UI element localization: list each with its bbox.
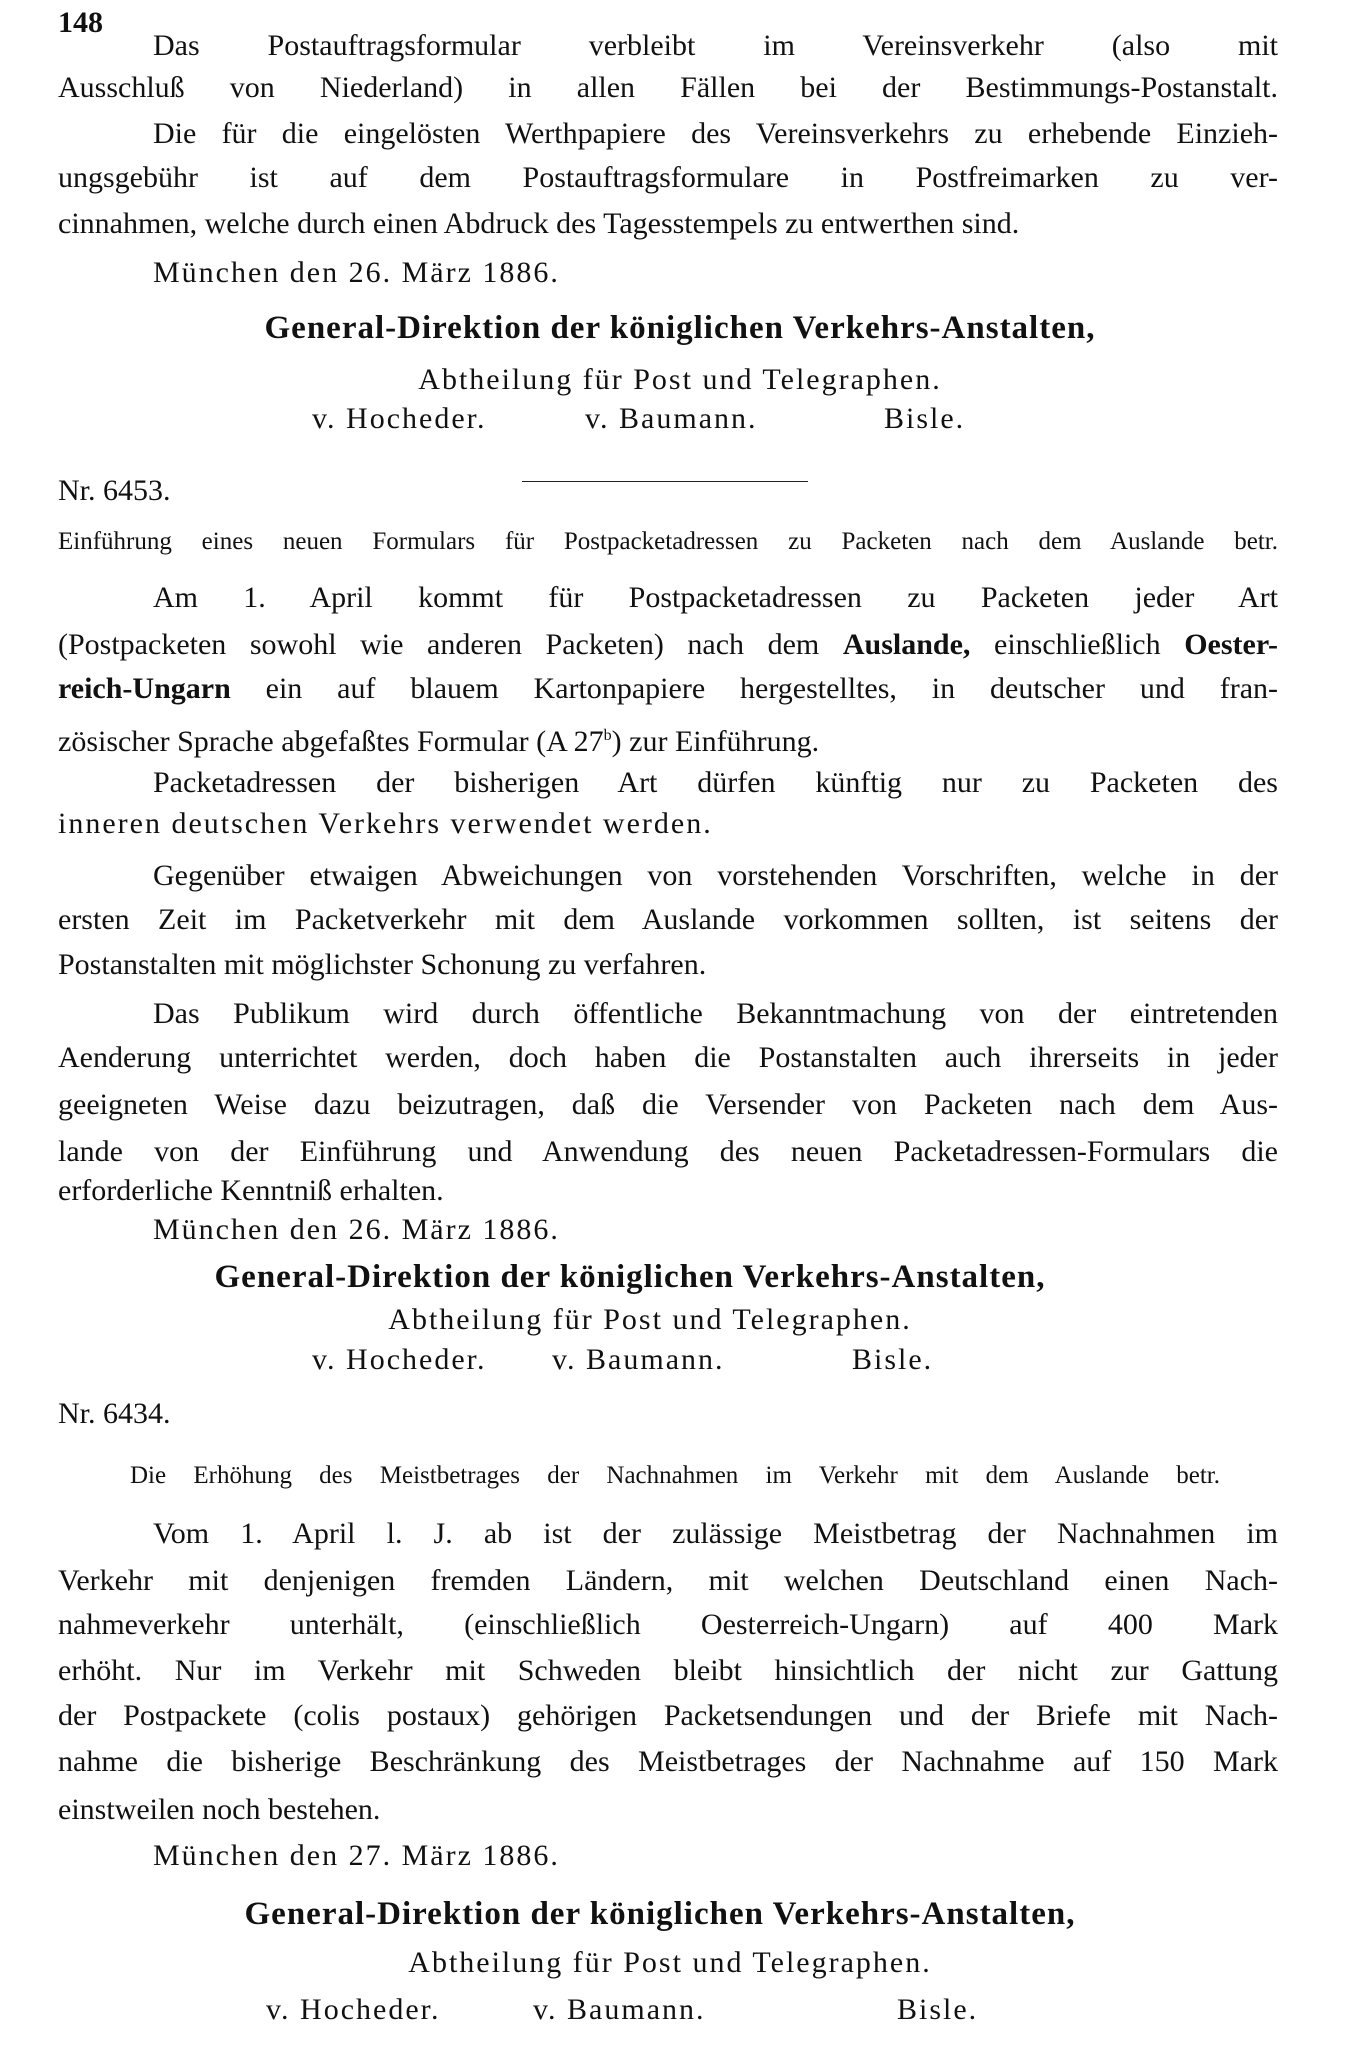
text-line: Die für die eingelösten Werthpapiere des Vereinsverkehrs zu erhebende Einzieh-	[153, 117, 1278, 150]
text-line: lande von der Einführung und Anwendung des neuen Packetadressen-Formulars die	[58, 1135, 1278, 1168]
section-divider	[522, 481, 808, 482]
date-line: München den 27. März 1886.	[153, 1839, 560, 1872]
signatory: v. Baumann.	[585, 402, 758, 435]
text-line: inneren deutschen Verkehrs verwendet werden.	[58, 807, 713, 840]
bold-term: reich-Ungarn	[58, 672, 231, 705]
signatory: v. Hocheder.	[312, 402, 487, 435]
signatory: v. Hocheder.	[312, 1343, 487, 1376]
order-number: Nr. 6434.	[58, 1397, 171, 1430]
authority-title: General-Direktion der königlichen Verkehrs-Anstalten,	[264, 310, 1096, 346]
text-line: Postanstalten mit möglichster Schonung zu verfahren.	[58, 948, 707, 981]
order-subject: Einführung eines neuen Formulars für Postpacketadressen zu Packeten nach dem Auslande betr.	[58, 528, 1278, 555]
text-segment: zösischer Sprache abgefaßtes Formular (A 27	[58, 725, 604, 758]
text-line: Verkehr mit denjenigen fremden Ländern, mit welchen Deutschland einen Nach-	[58, 1564, 1278, 1597]
superscript: b	[603, 727, 612, 744]
signatory: Bisle.	[884, 402, 966, 435]
text-line: einstweilen noch bestehen.	[58, 1793, 381, 1826]
authority-title: General-Direktion der königlichen Verkehrs-Anstalten,	[244, 1896, 1076, 1932]
order-subject: Die Erhöhung des Meistbetrages der Nachnahmen im Verkehr mit dem Auslande betr.	[130, 1462, 1220, 1489]
text-line	[58, 627, 1278, 663]
text-line: erhöht. Nur im Verkehr mit Schweden bleibt hinsichtlich der nicht zur Gattung	[58, 1654, 1278, 1687]
text-line: Aenderung unterrichtet werden, doch haben die Postanstalten auch ihrerseits in jeder	[58, 1041, 1278, 1074]
bold-term: Oester-	[1184, 628, 1279, 661]
signatory: v. Baumann.	[533, 1993, 706, 2026]
page-number: 148	[58, 6, 103, 39]
text-line: Am 1. April kommt für Postpacketadressen zu Packeten jeder Art	[153, 581, 1278, 614]
text-line: erforderliche Kenntniß erhalten.	[58, 1174, 444, 1207]
text-segment: ein auf blauem Kartonpapiere hergestelltes, in deutscher und fran-	[265, 672, 1278, 705]
bold-term: Auslande,	[842, 628, 971, 661]
text-segment: ) zur Einführung.	[611, 725, 820, 758]
authority-department: Abtheilung für Post und Telegraphen.	[408, 1946, 932, 1979]
text-line: cinnahmen, welche durch einen Abdruck des Tagesstempels zu entwerthen sind.	[58, 207, 1020, 240]
text-line: der Postpackete (colis postaux) gehörigen Packetsendungen und der Briefe mit Nach-	[58, 1699, 1278, 1732]
text-line: Das Postauftragsformular verbleibt im Vereinsverkehr (also mit	[153, 29, 1278, 62]
signatory: v. Baumann.	[552, 1343, 725, 1376]
text-line: Gegenüber etwaigen Abweichungen von vorstehenden Vorschriften, welche in der	[153, 859, 1278, 892]
authority-department: Abtheilung für Post und Telegraphen.	[388, 1303, 912, 1336]
signatory: Bisle.	[897, 1993, 979, 2026]
text-segment: einschließlich	[994, 628, 1161, 661]
text-line	[58, 671, 1278, 707]
signatory: v. Hocheder.	[266, 1993, 441, 2026]
text-line: ungsgebühr ist auf dem Postauftragsformulare in Postfreimarken zu ver-	[58, 161, 1278, 194]
text-line: geeigneten Weise dazu beizutragen, daß die Versender von Packeten nach dem Aus-	[58, 1088, 1278, 1121]
text-line	[58, 718, 819, 760]
text-line: Vom 1. April l. J. ab ist der zulässige Meistbetrag der Nachnahmen im	[153, 1517, 1278, 1550]
text-line: ersten Zeit im Packetverkehr mit dem Auslande vorkommen sollten, ist seitens der	[58, 903, 1278, 936]
date-line: München den 26. März 1886.	[153, 256, 560, 289]
authority-title: General-Direktion der königlichen Verkehrs-Anstalten,	[214, 1259, 1046, 1295]
text-line: Packetadressen der bisherigen Art dürfen künftig nur zu Packeten des	[153, 766, 1278, 799]
text-line: nahme die bisherige Beschränkung des Meistbetrages der Nachnahme auf 150 Mark	[58, 1745, 1278, 1778]
text-segment: (Postpacketen sowohl wie anderen Packeten) nach dem	[58, 628, 820, 661]
text-line: Das Publikum wird durch öffentliche Bekanntmachung von der eintretenden	[153, 997, 1278, 1030]
signatory: Bisle.	[852, 1343, 934, 1376]
text-line: nahmeverkehr unterhält, (einschließlich Oesterreich-Ungarn) auf 400 Mark	[58, 1608, 1278, 1641]
date-line: München den 26. März 1886.	[153, 1213, 560, 1246]
authority-department: Abtheilung für Post und Telegraphen.	[418, 363, 942, 396]
text-line: Ausschluß von Niederland) in allen Fällen bei der Bestimmungs-Postanstalt.	[58, 71, 1278, 104]
order-number: Nr. 6453.	[58, 474, 171, 507]
